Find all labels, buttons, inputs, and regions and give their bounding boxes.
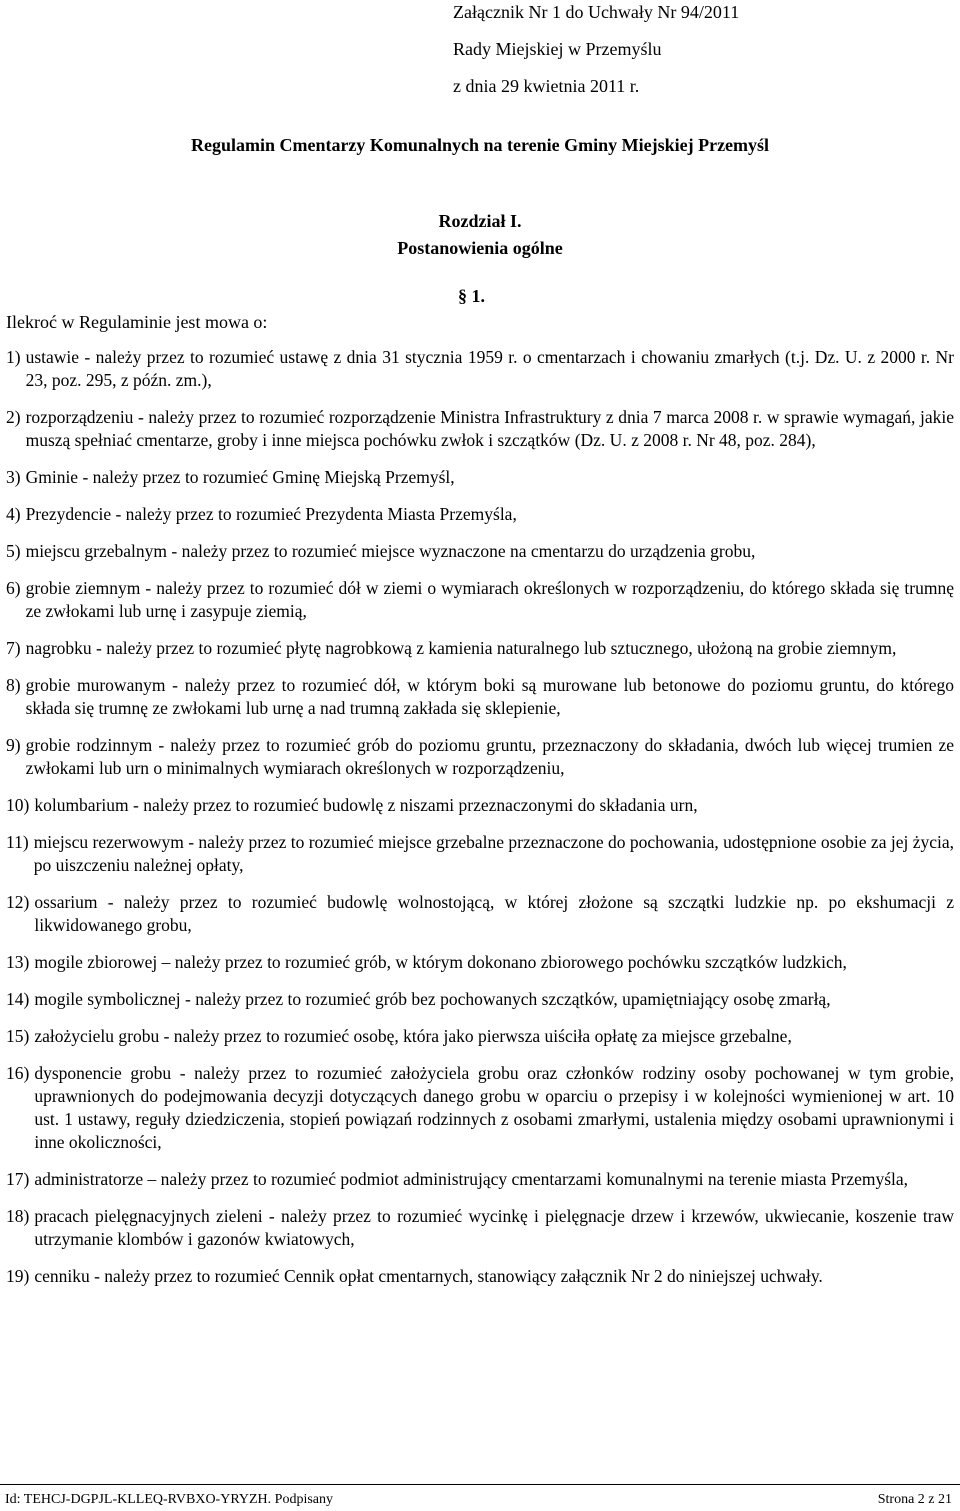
definition-item: [6, 1265, 954, 1288]
definition-text: rozporządzeniu - należy przez to rozumieć rozporządzenie Ministra Infrastruktury z dnia 7 marca 2008 r. w sprawie wymagań, jakie muszą spełniać cmentarze, groby i inne miejsca pochówku zwłok i szczątków (Dz. U. z 2008 r. Nr 48, poz. 284),: [25, 407, 954, 450]
definition-item: [6, 891, 954, 937]
definition-number: 6): [6, 578, 21, 598]
definition-text: mogile symbolicznej - należy przez to rozumieć grób bez pochowanych szczątków, upamiętniający osobę zmarłą,: [34, 989, 831, 1009]
definition-item: [6, 503, 954, 526]
section-mark: § 1.: [458, 286, 485, 306]
definition-number: 15): [6, 1026, 30, 1046]
definition-text: grobie murowanym - należy przez to rozumieć dół, w którym boki są murowane lub betonowe do poziomu gruntu, do którego składa się trumnę ze zwłokami lub urnę a nad trumną zakłada się sklepienie,: [25, 675, 954, 718]
definition-item: [6, 988, 954, 1011]
definition-number: 2): [6, 407, 21, 427]
annex-line-1: Załącznik Nr 1 do Uchwały Nr 94/2011: [453, 2, 740, 22]
definition-item: [6, 406, 954, 452]
definition-number: 7): [6, 638, 21, 658]
definition-number: 12): [6, 892, 30, 912]
chapter-name: Postanowienia ogólne: [397, 238, 563, 258]
definition-text: Gminie - należy przez to rozumieć Gminę Miejską Przemyśl,: [25, 467, 455, 487]
definition-number: 13): [6, 952, 30, 972]
annex-line-3: z dnia 29 kwietnia 2011 r.: [453, 76, 640, 96]
definition-number: 1): [6, 347, 21, 367]
definition-number: 3): [6, 467, 21, 487]
definition-item: [6, 794, 954, 817]
document-title: Regulamin Cmentarzy Komunalnych na terenie Gminy Miejskiej Przemyśl: [190, 135, 770, 155]
definition-number: 18): [6, 1206, 30, 1226]
definition-text: dysponencie grobu - należy przez to rozumieć założyciela grobu oraz członków rodziny osoby pochowanej w tym grobie, uprawnionych do podejmowania decyzji dotyczących danego grobu w oparciu o przepisy i w kolejności wymienionej w art. 10 ust. 1 ustawy, reguły dziedziczenia, stopień powiązań rodzinnych z osobami zmarłymi, ustalenia między osobami uprawnionymi i inne okoliczności,: [34, 1063, 954, 1152]
definition-text: cenniku - należy przez to rozumieć Cennik opłat cmentarnych, stanowiący załącznik Nr 2 do niniejszej uchwały.: [34, 1266, 823, 1286]
definition-item: [6, 466, 954, 489]
definition-item: [6, 734, 954, 780]
definition-item: [6, 831, 954, 877]
definition-text: nagrobku - należy przez to rozumieć płytę nagrobkową z kamienia naturalnego lub sztucznego, ułożoną na grobie ziemnym,: [25, 638, 897, 658]
definition-item: [6, 1062, 954, 1154]
definition-number: 11): [6, 832, 29, 852]
definition-text: pracach pielęgnacyjnych zieleni - należy przez to rozumieć wycinkę i pielęgnacje drzew i krzewów, ukwiecanie, koszenie traw utrzymanie klombów i gazonów kwiatowych,: [34, 1206, 954, 1249]
definition-number: 19): [6, 1266, 30, 1286]
definition-number: 17): [6, 1169, 30, 1189]
definition-text: ossarium - należy przez to rozumieć budowlę wolnostojącą, w której złożone są szczątki ludzkie np. po ekshumacji z likwidowanego grobu,: [34, 892, 954, 935]
definition-item: [6, 577, 954, 623]
chapter-heading: [0, 208, 960, 262]
definition-number: 16): [6, 1063, 30, 1083]
definition-item: [6, 637, 954, 660]
annex-line-2: Rady Miejskiej w Przemyślu: [453, 39, 662, 59]
definition-text: grobie ziemnym - należy przez to rozumieć dół w ziemi o wymiarach określonych w rozporządzeniu, do którego składa się trumnę ze zwłokami lub urnę i zasypuje ziemią,: [25, 578, 954, 621]
definition-item: [6, 1025, 954, 1048]
chapter-number: Rozdział I.: [438, 211, 522, 231]
definition-item: [6, 674, 954, 720]
definition-item: [6, 540, 954, 563]
definition-text: administratorze – należy przez to rozumieć podmiot administrujący cmentarzami komunalnymi na terenie miasta Przemyśla,: [34, 1169, 909, 1189]
definition-text: miejscu grzebalnym - należy przez to rozumieć miejsce wyznaczone na cmentarzu do urządzenia grobu,: [25, 541, 756, 561]
definition-number: 14): [6, 989, 30, 1009]
definition-text: założycielu grobu - należy przez to rozumieć osobę, która jako pierwsza uiściła opłatę za miejsce grzebalne,: [34, 1026, 792, 1046]
intro-text: Ilekroć w Regulaminie jest mowa o:: [6, 312, 268, 332]
document-id: Id: TEHCJ-DGPJL-KLLEQ-RVBXO-YRYZH. Podpisany: [5, 1492, 334, 1507]
definition-text: mogile zbiorowej – należy przez to rozumieć grób, w którym dokonano zbiorowego pochówku szczątków ludzkich,: [34, 952, 847, 972]
page-footer: [0, 1484, 960, 1511]
definition-item: [6, 1168, 954, 1191]
definition-text: miejscu rezerwowym - należy przez to rozumieć miejsce grzebalne przeznaczone do pochowania, udostępnione osobie za jej życia, po uiszczeniu należnej opłaty,: [33, 832, 954, 875]
annex-header: [453, 0, 933, 111]
definition-number: 5): [6, 541, 21, 561]
definition-number: 9): [6, 735, 21, 755]
definition-item: [6, 346, 954, 392]
definition-text: ustawie - należy przez to rozumieć ustawę z dnia 31 stycznia 1959 r. o cmentarzach i chowaniu zmarłych (t.j. Dz. U. z 2000 r. Nr 23, poz. 295, z późn. zm.),: [25, 347, 954, 390]
definition-number: 4): [6, 504, 21, 524]
definition-item: [6, 951, 954, 974]
page-number: Strona 2 z 21: [877, 1492, 952, 1507]
definition-item: [6, 1205, 954, 1251]
definitions-list: [6, 346, 954, 1302]
definition-text: Prezydencie - należy przez to rozumieć Prezydenta Miasta Przemyśla,: [25, 504, 517, 524]
definition-number: 8): [6, 675, 21, 695]
definition-text: kolumbarium - należy przez to rozumieć budowlę z niszami przeznaczonymi do składania urn,: [34, 795, 698, 815]
definition-number: 10): [6, 795, 30, 815]
definition-text: grobie rodzinnym - należy przez to rozumieć grób do poziomu gruntu, przeznaczony do składania, dwóch lub więcej trumien ze zwłokami lub urn o minimalnych wymiarach określonych w rozporządzeniu,: [25, 735, 954, 778]
